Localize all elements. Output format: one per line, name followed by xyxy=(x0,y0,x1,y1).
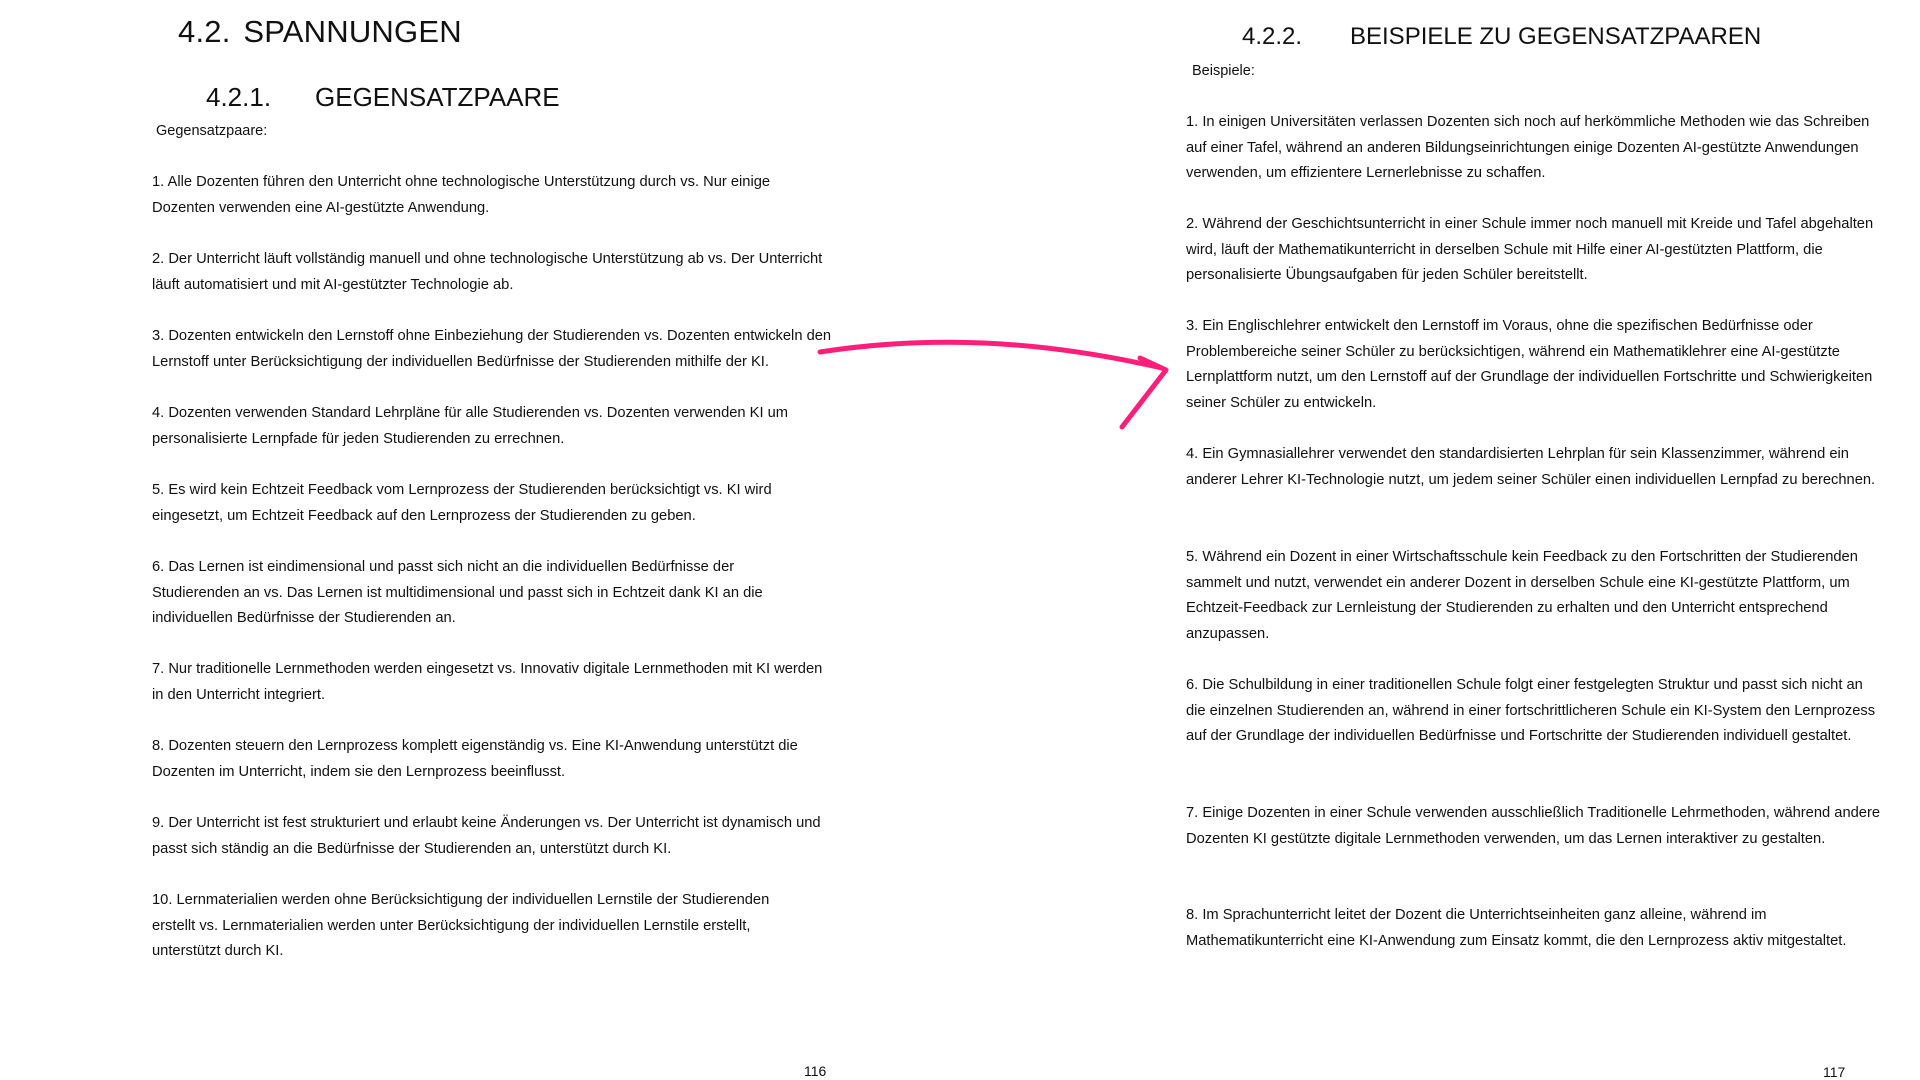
list-item: 3. Ein Englischlehrer entwickelt den Lernstoff im Voraus, ohne die spezifischen Bedürfnisse oder Problembereiche seiner Schüler zu berücksichtigen, während ein Mathematiklehrer eine AI-gestützte Lernplattform nutzt, um den Lernstoff auf der Grundlage der individuellen Fortschritte und Schwierigkeiten seiner Schüler zu entwickeln. xyxy=(1186,318,1873,411)
subsection-title: BEISPIELE ZU GEGENSATZPAAREN xyxy=(1350,23,1762,50)
list-item: 8. Im Sprachunterricht leitet der Dozent die Unterrichtseinheiten ganz alleine, während im Mathematikunterricht eine KI-Anwendung zum Einsatz kommt, die den Lernprozess aktiv mitgestaltet. xyxy=(1186,907,1847,949)
list-item: 2. Während der Geschichtsunterricht in einer Schule immer noch manuell mit Kreide und Tafel abgehalten wird, läuft der Mathematikunterricht in derselben Schule mit Hilfe einer AI-gestützten Plattform, die personalisierte Übungsaufgaben für jeden Schüler bereitstellt. xyxy=(1186,216,1874,284)
list-item: 7. Einige Dozenten in einer Schule verwenden ausschließlich Traditionelle Lehrmethoden, während andere Dozenten KI gestützte digitale Lernmethoden verwenden, um das Lernen interaktiver zu gestalten. xyxy=(1186,805,1881,847)
list-item: 4. Dozenten verwenden Standard Lehrpläne für alle Studierenden vs. Dozenten verwenden KI um personalisierte Lernpfade für jeden Studierenden zu errechnen. xyxy=(152,405,789,447)
intro-label: Gegensatzpaare: xyxy=(156,123,268,139)
list-item: 6. Die Schulbildung in einer traditionellen Schule folgt einer festgelegten Struktur und passt sich nicht an die einzelnen Studierenden an, während in einer fortschrittlicheren Schule ein KI-System den Lernprozess auf der Grundlage der individuellen Bedürfnisse und Fortschritte der Studierenden individuell gestaltet. xyxy=(1186,677,1876,745)
section-title: SPANNUNGEN xyxy=(243,14,462,49)
list-item: 8. Dozenten steuern den Lernprozess komplett eigenständig vs. Eine KI-Anwendung unterstützt die Dozenten im Unterricht, indem sie den Lernprozess beeinflusst. xyxy=(152,738,798,780)
list-item: 10. Lernmaterialien werden ohne Berücksichtigung der individuellen Lernstile der Studierenden erstellt vs. Lernmaterialien werden unter Berücksichtigung der individuellen Lernstile erstellt, unterstützt durch KI. xyxy=(152,892,770,960)
list-item: 7. Nur traditionelle Lernmethoden werden eingesetzt vs. Innovativ digitale Lernmethoden mit KI werden in den Unterricht integriert. xyxy=(152,661,823,703)
subsection-heading-4-2-1 xyxy=(206,82,560,113)
list-item: 1. In einigen Universitäten verlassen Dozenten sich noch auf herkömmliche Methoden wie das Schreiben auf einer Tafel, während an anderen Bildungseinrichtungen einige Dozenten AI-gestützte Anwendungen verwenden, um effizientere Lernerlebnisse zu schaffen. xyxy=(1186,114,1870,182)
list-item: 5. Während ein Dozent in einer Wirtschaftsschule kein Feedback zu den Fortschritten der Studierenden sammelt und nutzt, verwendet ein anderer Dozent in derselben Schule eine KI-gestützte Plattform, um Echtzeit-Feedback zur Lernleistung der Studierenden zu erhalten und den Unterricht entsprechend anzupassen. xyxy=(1186,549,1858,642)
page-number: 116 xyxy=(804,1063,827,1079)
subsection-title: GEGENSATZPAARE xyxy=(315,82,560,112)
page-117 xyxy=(960,0,1920,1080)
subsection-number: 4.2.2. xyxy=(1242,23,1303,50)
subsection-heading-4-2-2 xyxy=(1242,23,1761,51)
page-number: 117 xyxy=(1823,1064,1846,1080)
subsection-number: 4.2.1. xyxy=(206,82,272,112)
list-item: 6. Das Lernen ist eindimensional und passt sich nicht an die individuellen Bedürfnisse der Studierenden an vs. Das Lernen ist multidimensional und passt sich in Echtzeit dank KI an die individuellen Bedürfnisse der Studierenden an. xyxy=(152,559,763,627)
list-item: 1. Alle Dozenten führen den Unterricht ohne technologische Unterstützung durch vs. Nur einige Dozenten verwenden eine AI-gestützte Anwendung. xyxy=(152,174,771,216)
section-number: 4.2. xyxy=(178,14,231,49)
section-heading xyxy=(178,14,462,50)
list-item: 4. Ein Gymnasiallehrer verwendet den standardisierten Lehrplan für sein Klassenzimmer, während ein anderer Lehrer KI-Technologie nutzt, um jedem seiner Schüler einen individuellen Lernpfad zu berechnen. xyxy=(1186,446,1876,488)
list-item: 9. Der Unterricht ist fest strukturiert und erlaubt keine Änderungen vs. Der Unterricht ist dynamisch und passt sich ständig an die Bedürfnisse der Studierenden an, unterstützt durch KI. xyxy=(152,815,821,857)
list-item: 3. Dozenten entwickeln den Lernstoff ohne Einbeziehung der Studierenden vs. Dozenten entwickeln den Lernstoff unter Berücksichtigung der individuellen Bedürfnisse der Studierenden mithilfe der KI. xyxy=(152,328,832,370)
list-item: 2. Der Unterricht läuft vollständig manuell und ohne technologische Unterstützung ab vs. Der Unterricht läuft automatisiert und mit AI-gestützter Technologie ab. xyxy=(152,251,823,293)
intro-label: Beispiele: xyxy=(1192,63,1255,79)
list-item: 5. Es wird kein Echtzeit Feedback vom Lernprozess der Studierenden berücksichtigt vs. KI wird eingesetzt, um Echtzeit Feedback auf den Lernprozess der Studierenden zu geben. xyxy=(152,482,772,524)
